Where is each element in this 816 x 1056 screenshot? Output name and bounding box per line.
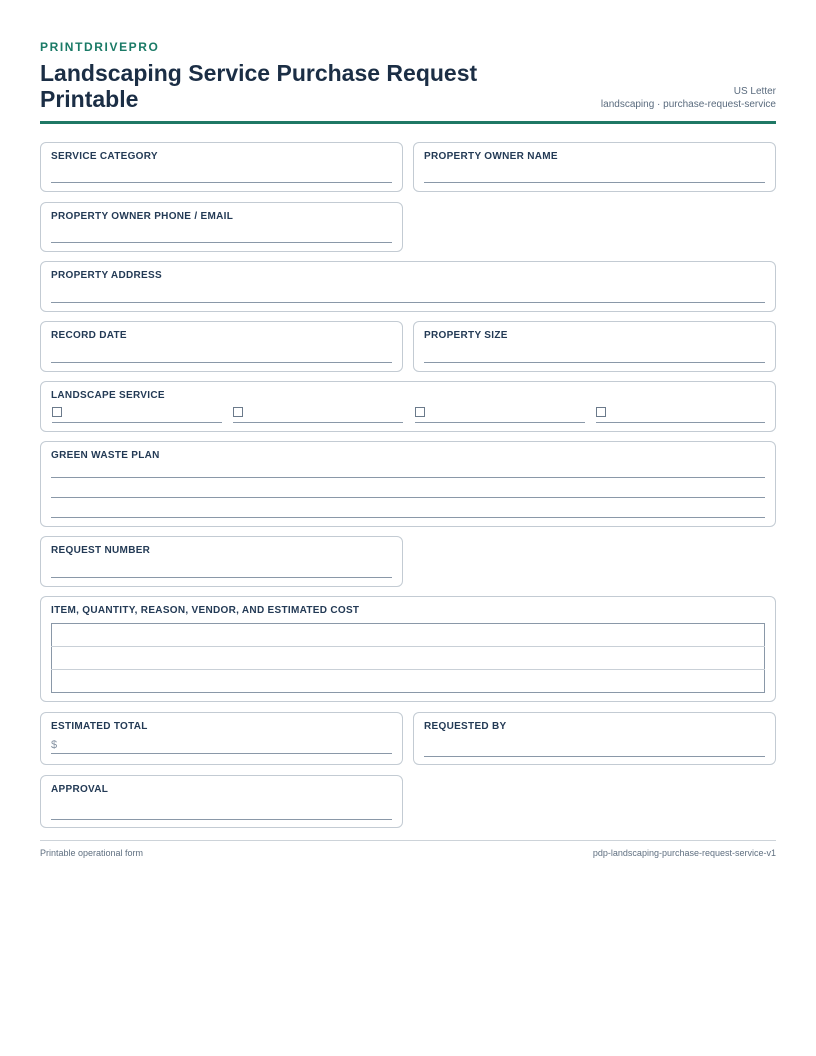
- property-owner-name-input-line[interactable]: [424, 182, 765, 183]
- footer-form-id: pdp-landscaping-purchase-request-service-v1: [592, 848, 776, 858]
- property-address-input-line[interactable]: [51, 302, 765, 303]
- landscape-service-checkbox-2[interactable]: [233, 407, 243, 417]
- requested-by-field: [413, 712, 776, 765]
- page-title: Landscaping Service Purchase Request Printable: [40, 60, 478, 112]
- landscape-service-option-line-2[interactable]: [233, 422, 403, 423]
- document-tags: landscaping · purchase-request-service: [600, 99, 776, 110]
- landscape-service-field: [40, 381, 776, 432]
- record-date-input-line[interactable]: [51, 362, 392, 363]
- property-owner-contact-field: [40, 202, 403, 252]
- estimated-total-field: [40, 712, 403, 765]
- header-divider: [40, 121, 776, 124]
- request-number-input-line[interactable]: [51, 577, 392, 578]
- property-size-label: PROPERTY SIZE: [424, 330, 508, 341]
- green-waste-plan-line-1[interactable]: [51, 477, 765, 478]
- property-owner-contact-label: PROPERTY OWNER PHONE / EMAIL: [51, 211, 234, 222]
- landscape-service-label: LANDSCAPE SERVICE: [51, 390, 165, 401]
- landscape-service-option-line-4[interactable]: [596, 422, 765, 423]
- table-cell[interactable]: [52, 647, 765, 670]
- landscape-service-checkbox-3[interactable]: [415, 407, 425, 417]
- estimated-total-label: ESTIMATED TOTAL: [51, 721, 148, 732]
- footer-divider: [40, 840, 776, 841]
- table-row: [52, 647, 765, 670]
- green-waste-plan-line-2[interactable]: [51, 497, 765, 498]
- green-waste-plan-line-3[interactable]: [51, 517, 765, 518]
- requested-by-input-line[interactable]: [424, 756, 765, 757]
- green-waste-plan-label: GREEN WASTE PLAN: [51, 450, 160, 461]
- landscape-service-option-line-3[interactable]: [415, 422, 585, 423]
- table-row: [52, 670, 765, 693]
- paper-size: US Letter: [733, 86, 776, 97]
- table-cell[interactable]: [52, 624, 765, 647]
- service-category-input-line[interactable]: [51, 182, 392, 183]
- record-date-field: [40, 321, 403, 372]
- property-owner-name-field: [413, 142, 776, 192]
- table-row: [52, 624, 765, 647]
- service-category-label: SERVICE CATEGORY: [51, 151, 158, 162]
- estimated-total-input-line[interactable]: [51, 753, 392, 754]
- landscape-service-option-line-1[interactable]: [52, 422, 222, 423]
- property-size-field: [413, 321, 776, 372]
- request-number-label: REQUEST NUMBER: [51, 545, 151, 556]
- property-owner-name-label: PROPERTY OWNER NAME: [424, 151, 558, 162]
- table-cell[interactable]: [52, 670, 765, 693]
- property-owner-contact-input-line[interactable]: [51, 242, 392, 243]
- property-address-field: [40, 261, 776, 312]
- document-meta: [601, 85, 776, 111]
- property-size-input-line[interactable]: [424, 362, 765, 363]
- service-category-field: [40, 142, 403, 192]
- landscape-service-checkbox-1[interactable]: [52, 407, 62, 417]
- footer-left-text: Printable operational form: [40, 848, 144, 858]
- requested-by-label: REQUESTED BY: [424, 721, 507, 732]
- request-number-field: [40, 536, 403, 587]
- currency-symbol: $: [51, 739, 58, 751]
- items-table: [51, 623, 765, 693]
- record-date-label: RECORD DATE: [51, 330, 127, 341]
- items-table-field: [40, 596, 776, 702]
- items-table-label: ITEM, QUANTITY, REASON, VENDOR, AND ESTIMATED COST: [51, 605, 360, 616]
- approval-field: [40, 775, 403, 828]
- landscape-service-checkbox-4[interactable]: [596, 407, 606, 417]
- approval-label: APPROVAL: [51, 784, 109, 795]
- approval-input-line[interactable]: [51, 819, 392, 820]
- green-waste-plan-field: [40, 441, 776, 527]
- property-address-label: PROPERTY ADDRESS: [51, 270, 162, 281]
- brand-logo-text: PRINTDRIVEPRO: [40, 40, 160, 54]
